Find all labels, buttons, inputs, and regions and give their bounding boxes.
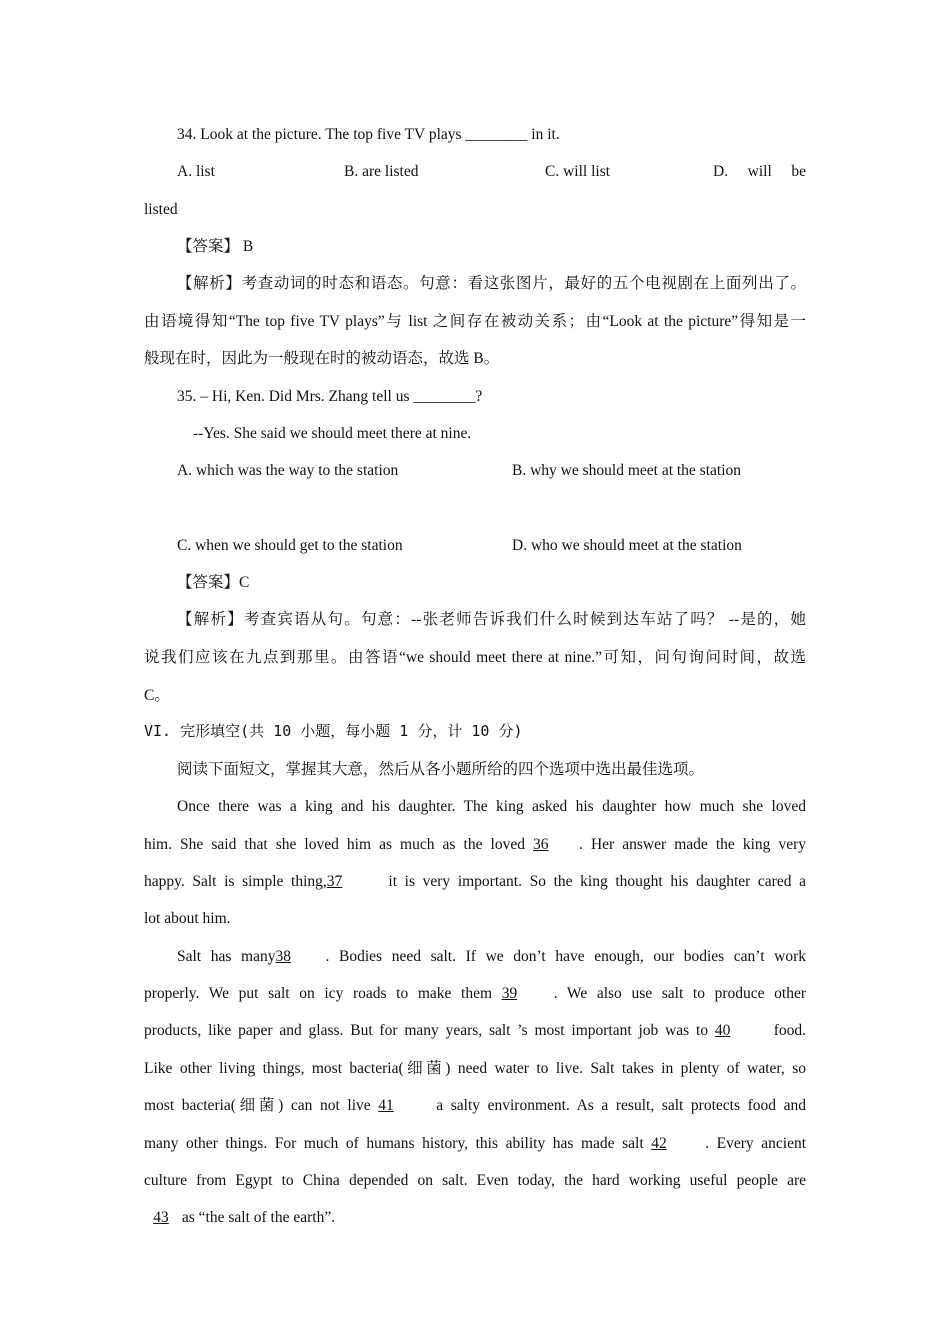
q34-analysis-line-2: 由语境得知“The top five TV plays”与 list 之间存在被动关系；由“Look at the picture”得知是一 [144,313,806,330]
q35-option-d: D. who we should meet at the station [512,537,742,554]
passage-p2-line-1 [177,947,806,967]
q34-option-d-wrap: listed [144,201,178,218]
q35-analysis-line-3: C。 [144,687,170,704]
passage-p2-line-7: culture from Egypt to China depended on salt. Even today, the hard working useful people are [144,1172,806,1189]
q35-answer: 【答案】C [177,574,250,591]
blank-37: 37 [326,873,343,890]
passage-text: happy. Salt is simple thing, [144,873,327,890]
passage-p1-line-4: lot about him. [144,910,231,927]
blank-40: 40 [714,1022,731,1039]
q34-option-d: D. will be [713,163,806,180]
passage-p2-line-8 [144,1208,335,1228]
passage-text: a salty environment. As a result, salt protects food and [436,1097,806,1114]
blank-39: 39 [501,985,518,1002]
q35-option-a: A. which was the way to the station [177,462,399,479]
section-instruction: 阅读下面短文，掌握其大意，然后从各小题所给的四个选项中选出最佳选项。 [177,761,705,778]
blank-43: 43 [153,1209,169,1226]
q35-stem: 35. – Hi, Ken. Did Mrs. Zhang tell us ________? [177,388,483,405]
q35-analysis-line-2: 说我们应该在九点到那里。由答语“we should meet there at nine.”可知，问句询问时间，故选 [144,649,806,666]
passage-text: products, like paper and glass. But for many years, salt ’s most important job was to [144,1022,715,1039]
q34-option-a: A. list [177,163,215,180]
passage-p1-line-3 [144,872,806,892]
blank-38: 38 [275,948,291,965]
passage-text: many other things. For much of humans history, this ability has made salt [144,1135,652,1152]
passage-text: him. She said that she loved him as much as the loved [144,836,534,853]
passage-p2-line-4: Like other living things, most bacteria(细菌) need water to live. Salt takes in plenty of water, so [144,1060,806,1077]
q34-analysis-line-1: 【解析】考查动词的时态和语态。句意：看这张图片，最好的五个电视剧在上面列出了。 [177,275,806,292]
q35-option-b: B. why we should meet at the station [512,462,742,479]
q35-reply: --Yes. She said we should meet there at nine. [193,425,472,442]
blank-41: 41 [378,1097,394,1114]
passage-p1-line-1: Once there was a king and his daughter. The king asked his daughter how much she loved [177,798,806,815]
passage-text: food. [766,1022,806,1039]
passage-text: . Every ancient [705,1135,807,1152]
passage-p2-line-2 [144,984,806,1004]
passage-p2-line-6 [144,1134,806,1154]
q34-option-c: C. will list [545,163,611,180]
passage-p2-line-3 [144,1021,806,1041]
q34-stem: 34. Look at the picture. The top five TV plays ________ in it. [177,126,560,143]
passage-p1-line-2 [144,835,806,855]
passage-text: . Her answer made the king very [579,836,807,853]
passage-text: properly. We put salt on icy roads to make them [144,985,502,1002]
q35-analysis-line-1: 【解析】考查宾语从句。句意：--张老师告诉我们什么时候到达车站了吗？ --是的，她 [177,611,806,628]
section-title: VI. 完形填空(共 10 小题，每小题 1 分，计 10 分) [144,722,523,740]
passage-p2-line-5 [144,1096,806,1116]
blank-36: 36 [533,836,549,853]
q35-option-c: C. when we should get to the station [177,537,403,554]
passage-text: . Bodies need salt. If we don’t have enough, our bodies can’t work [325,948,806,965]
q34-option-b: B. are listed [344,163,419,180]
passage-text: as “the salt of the earth”. [178,1209,336,1226]
passage-text: it is very important. So the king thought his daughter cared a [380,873,806,890]
passage-text: Salt has many [177,948,276,965]
blank-42: 42 [651,1135,667,1152]
passage-text: . We also use salt to produce other [553,985,807,1002]
passage-text: most bacteria(细菌) can not live [144,1097,379,1114]
q34-answer: 【答案】 B [177,238,254,255]
q34-analysis-line-3: 般现在时，因此为一般现在时的被动语态，故选 B。 [144,350,500,367]
